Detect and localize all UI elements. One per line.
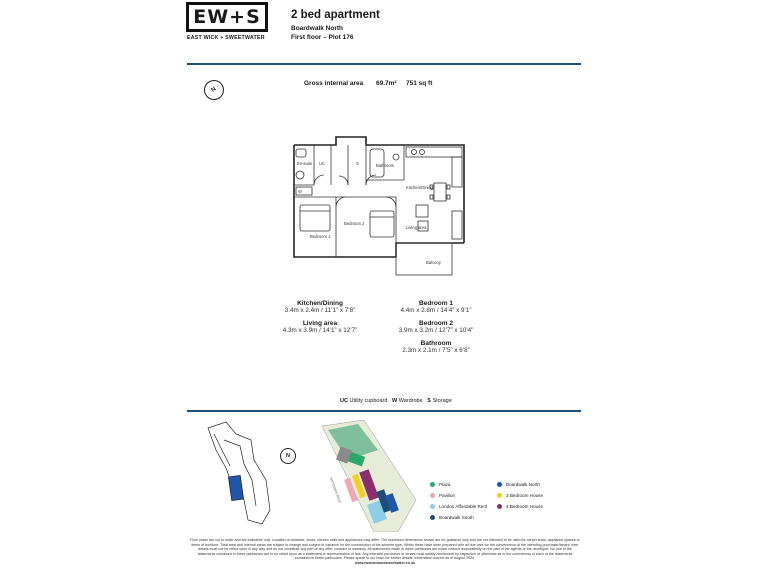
key-w-text: Wardrobe (398, 398, 423, 404)
header-divider (187, 63, 581, 65)
building-name: Boardwalk North (291, 25, 344, 32)
plot-highlight (228, 475, 243, 500)
disclaimer-text: Floor plans are not to scale and are indicative only. Location of windows, doors, kitchen units and appliances may differ. The maximum dimensions shown are for guidance only and are not intended to be used for carpet sizes, appliance spaces or items of furniture. Total area and internal areas are subject to change and subject to variance for the construction of the scheme type. Whilst these have been prepared with all due care for the convenience of the intending purchaser/tenant, their details must not be relied upon in any way and do not constitute any part of any offer, contract or warranty. All statements made in these particulars are made without responsibility on the part of the agents or the developer. No one of the statements contained in these particulars are to be relied upon as a statement or representation of fact. Any intended purchaser or tenant must satisfy him/herself by inspection or otherwise as to the correctness of each of the statements contained in these particulars. Please speak to our team for further details. Information correct as of August 2024. (190, 538, 580, 561)
room-kitchen (270, 300, 370, 314)
legend-item (497, 490, 567, 501)
label-bedroom2: Bedroom 2 (344, 221, 365, 226)
key-divider (187, 410, 581, 412)
room-bedroom2 (386, 320, 486, 334)
room-living (270, 320, 370, 334)
legend-dot-icon (430, 482, 435, 487)
floor-plot: First floor – Plot 176 (291, 34, 354, 41)
legend-dot-icon (497, 493, 502, 498)
legend-label: Boardwalk North (506, 482, 540, 487)
label-bedroom1: Bedroom 1 (310, 234, 331, 239)
floor-plan (286, 135, 466, 280)
legend-item (430, 512, 500, 523)
label-wardrobe: W (298, 189, 302, 194)
legend-label: Pavilion (439, 493, 456, 498)
disclaimer (190, 538, 580, 566)
legend-label: Plaza (439, 482, 451, 487)
room-bedroom1 (386, 300, 486, 314)
room-name: Bedroom 1 (419, 300, 453, 307)
brand-logo: EW+S (186, 2, 268, 32)
label-living: Living area (406, 225, 427, 230)
building-locator-map (196, 420, 276, 530)
room-name: Bedroom 2 (419, 320, 453, 327)
room-dims: 4.3m x 3.9m / 14’1” x 12’7” (282, 327, 358, 334)
label-kitchen: Kitchen/Dining (406, 185, 434, 190)
key-w-abbr: W (392, 398, 398, 404)
legend-item (497, 479, 567, 490)
website-link[interactable]: www.eastwickandsweetwater.co.uk (354, 560, 416, 565)
label-uc: UC (319, 161, 326, 166)
site-north-icon (280, 448, 296, 464)
room-dims: 4.4m x 2.8m / 14’4” x 9’1” (400, 307, 472, 314)
key-uc-abbr: UC (340, 398, 348, 404)
legend-label: London Affordable Rent (439, 504, 488, 509)
site-legend-col2 (497, 479, 567, 512)
legend-label: 4 Bedroom House (506, 504, 544, 509)
north-compass-icon (200, 76, 228, 104)
legend-dot-icon (497, 482, 502, 487)
label-bathroom: Bathroom (376, 163, 395, 168)
legend-dot-icon (497, 504, 502, 509)
room-dims: 3.9m x 3.2m / 12’7” x 10’4” (398, 327, 474, 334)
legend-dot-icon (430, 493, 435, 498)
room-dims: 3.4m x 2.4m / 11’1” x 7’8” (284, 307, 356, 314)
room-name: Living area (302, 320, 338, 327)
street-label: WATERSIDE ROAD (329, 476, 343, 504)
room-dims: 2.3m x 2.1m / 7’5” x 6’8” (402, 347, 470, 354)
compass-letter: N (210, 86, 218, 94)
legend-item (430, 501, 500, 512)
floorplan-key (340, 398, 452, 404)
gia-label: Gross internal area (304, 80, 364, 87)
label-balcony: Balcony (426, 260, 441, 265)
site-plan-map (318, 420, 418, 532)
gia-sqft: 751 sq ft (406, 80, 433, 87)
legend-item (430, 490, 500, 501)
page-title: 2 bed apartment (291, 9, 380, 21)
label-storage: S (356, 161, 359, 166)
key-s-text: Storage (432, 398, 452, 404)
key-s-abbr: S (427, 398, 431, 404)
label-ensuite: En-suite (297, 161, 313, 166)
legend-item (497, 501, 567, 512)
gia-sqm: 69.7m² (376, 80, 397, 87)
brand-logo-subtitle: EAST WICK + SWEETWATER (187, 35, 265, 41)
room-name: Kitchen/Dining (297, 300, 343, 307)
room-bathroom (386, 340, 486, 354)
legend-label: 3 Bedroom House (506, 493, 544, 498)
room-name: Bathroom (420, 340, 452, 347)
legend-dot-icon (430, 504, 435, 509)
key-uc-text: Utility cupboard (349, 398, 388, 404)
compass-letter: N (286, 453, 290, 459)
site-legend-col1 (430, 479, 500, 523)
legend-item (430, 479, 500, 490)
legend-label: Boardwalk South (439, 515, 474, 520)
legend-dot-icon (430, 515, 435, 520)
